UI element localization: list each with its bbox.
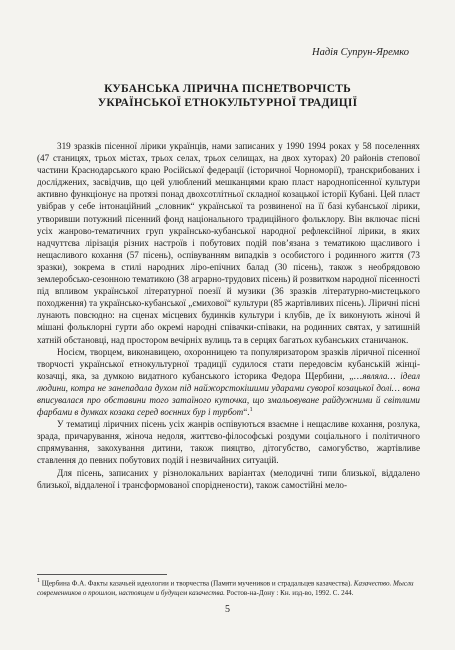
running-head-author: Надія Супрун-Яремко	[312, 47, 409, 58]
footnote-publisher: Ростов-на-Дону : Кн. изд-во, 1992. С. 244.	[224, 589, 354, 598]
title-line-2: УКРАЇНСЬКОЇ ЕТНОКУЛЬТУРНОЇ ТРАДИЦІЇ	[97, 97, 358, 109]
quotation: являла… ідеал людини, котра не занепадала духом під найжорстокішими ударами суворої козацької долі… вона вписувалася про обставини того затаїного куточка, що змальовуване райдужними й світлими фарбами в думках козака серед воєнних бур і турбот	[37, 370, 420, 418]
paragraph-1: 319 зразків пісенної лірики українців, нами записаних у 1990 1994 роках у 58 поселеннях (47 станицях, трьох містах, трьох селах, трьох селищах, на двох хуторах) 20 районів степової частини Краснодарського краю Російської федерації (історичної Чорноморії), транскрибованих і досліджених, засвідчив, що цей улюблений мешканцями краю пласт народнопісенної культури активно функціонує на протязі понад двохсотлітньої складної козацької історії Кубані. Цей пласт увібрав у себе інтонаційний „словник“ української та розвиненої на її базі кубанської лірики, утворивши потужний пісенний фонд національного традиційного фольклору. Він включає пісні усіх жанрово-тематичних груп українсько-кубанської народної рефлексійної лірики, в яких надчуттєва лірізація різних настроїв і побутових подій пов’язана з тематикою щасливого і нещасливого кохання (57 пісень), оспівуванням випадків з особистого і родинного життя (73 зразки), зокрема в стилі народних ліро-епічних балад (30 пісень), також з необрядовою землеробсько-сезонною тематикою (38 аграрно-трудових пісень) й розвитком народної пісенності під впливом української літературної поезії й музики (36 зразків літературно-мистецького походження) та українсько-кубанської „ємихової“ культури (85 жартівливих пісень). Ліричні пісні лунають повсюдно: на сценах місцевих будинків культури і клубів, де їх виконують жіночі й мішані фольклорні гурти або окремі народні співачки-співаки, на родинних святах, у затишній хатній обстановці, над простором вечірніх вулиць та в серцях багатьох кубанських станичанок.	[37, 141, 420, 345]
paragraph-2	[37, 346, 420, 419]
paragraph-4: Для пісень, записаних у різнолокальних варіантах (мелодичні типи близької, віддалено близької, віддаленої і трансформованої споріднености), також самостійні мело-	[37, 467, 420, 490]
footnote-divider	[37, 574, 167, 575]
article-title	[40, 82, 415, 110]
page-number: 5	[225, 604, 230, 615]
footnote-ref[interactable]: 1	[249, 407, 253, 414]
article-body	[37, 140, 420, 491]
quote-close: “.	[243, 407, 250, 418]
paragraph-3: У тематиці ліричних пісень усіх жанрів оспівуються взаємне і нещасливе кохання, розлука, зрада, причарування, жіноча недоля, життєво-філософські роздуми соціального і політичного спрямування, закохування дитини, також пияцтво, дітогубство, самогубство, жартівливе ставлення до певних побутових подій і незвичайних ситуацій.	[37, 419, 420, 466]
footnote-source-title: Казачество. Мысли современников о прошлом, настоящем и будущем казачества.	[37, 579, 414, 598]
paragraph-2-text: Носієм, творцем, виконавицею, охоронницею та популяризатором зразків ліричної пісенної творчості української етнокультурної традиції судилося стати передовсім кубанській жінці-козачці, яка, за думкою видатного кубанського історика Федора Щербини, „…	[37, 346, 420, 381]
footnote-number: 1	[37, 578, 40, 584]
footnote-citation: Щербина Ф.А. Факты казачьей идеологии и творчества (Памяти мучеников и страдальцев казачества).	[39, 579, 354, 588]
title-line-1: КУБАНСЬКА ЛІРИЧНА ПІСНЕТВОРЧІСТЬ	[104, 83, 351, 95]
footnote	[37, 577, 420, 599]
